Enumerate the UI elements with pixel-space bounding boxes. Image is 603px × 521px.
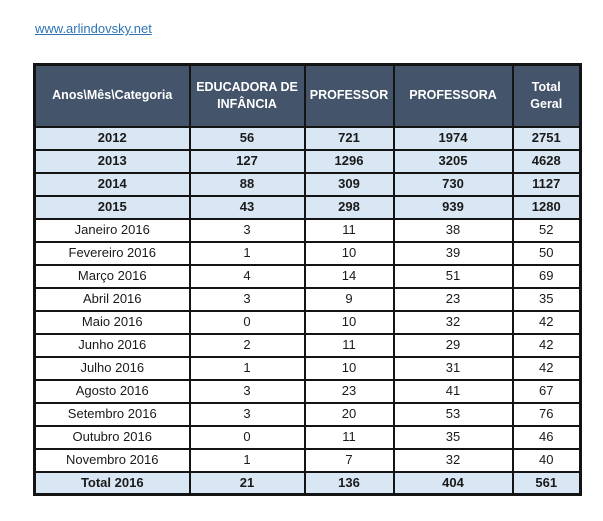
column-header-professora: PROFESSORA — [394, 65, 513, 127]
cell-total-geral: 52 — [513, 219, 581, 242]
cell-educadora: 3 — [190, 380, 305, 403]
cell-total-geral: 42 — [513, 357, 581, 380]
cell-total-geral: 1280 — [513, 196, 581, 219]
table-row — [35, 357, 581, 380]
table-row — [35, 380, 581, 403]
cell-total-geral: 40 — [513, 449, 581, 472]
cell-educadora: 0 — [190, 311, 305, 334]
header-row — [35, 65, 581, 127]
cell-professora: 29 — [394, 334, 513, 357]
column-header-professor: PROFESSOR — [305, 65, 394, 127]
cell-educadora: 1 — [190, 449, 305, 472]
row-label: Total 2016 — [35, 472, 190, 495]
cell-professor: 136 — [305, 472, 394, 495]
site-link[interactable]: www.arlindovsky.net — [35, 21, 152, 36]
cell-professor: 309 — [305, 173, 394, 196]
table-row — [35, 173, 581, 196]
cell-educadora: 2 — [190, 334, 305, 357]
cell-total-geral: 46 — [513, 426, 581, 449]
cell-professora: 38 — [394, 219, 513, 242]
cell-total-geral: 67 — [513, 380, 581, 403]
cell-professora: 404 — [394, 472, 513, 495]
cell-educadora: 88 — [190, 173, 305, 196]
row-label: Outubro 2016 — [35, 426, 190, 449]
row-label: 2014 — [35, 173, 190, 196]
cell-professor: 11 — [305, 426, 394, 449]
cell-professor: 721 — [305, 127, 394, 150]
cell-professor: 14 — [305, 265, 394, 288]
row-label: Julho 2016 — [35, 357, 190, 380]
cell-educadora: 21 — [190, 472, 305, 495]
table-header — [35, 65, 581, 127]
cell-professora: 53 — [394, 403, 513, 426]
cell-professora: 31 — [394, 357, 513, 380]
cell-educadora: 4 — [190, 265, 305, 288]
table-body — [35, 127, 581, 495]
cell-professora: 39 — [394, 242, 513, 265]
cell-total-geral: 1127 — [513, 173, 581, 196]
cell-professor: 1296 — [305, 150, 394, 173]
table-row — [35, 426, 581, 449]
table-row — [35, 196, 581, 219]
table-row — [35, 334, 581, 357]
cell-total-geral: 42 — [513, 334, 581, 357]
table-row — [35, 472, 581, 495]
cell-professor: 11 — [305, 334, 394, 357]
cell-educadora: 56 — [190, 127, 305, 150]
cell-total-geral: 76 — [513, 403, 581, 426]
row-label: 2015 — [35, 196, 190, 219]
cell-educadora: 1 — [190, 242, 305, 265]
cell-professor: 10 — [305, 357, 394, 380]
cell-professor: 9 — [305, 288, 394, 311]
row-label: 2012 — [35, 127, 190, 150]
cell-educadora: 3 — [190, 219, 305, 242]
cell-educadora: 3 — [190, 403, 305, 426]
cell-educadora: 127 — [190, 150, 305, 173]
cell-professora: 23 — [394, 288, 513, 311]
cell-professor: 10 — [305, 311, 394, 334]
cell-educadora: 3 — [190, 288, 305, 311]
cell-professora: 32 — [394, 449, 513, 472]
column-header-educadora: EDUCADORA DE INFÂNCIA — [190, 65, 305, 127]
column-header-category: Anos\Mês\Categoria — [35, 65, 190, 127]
cell-professora: 32 — [394, 311, 513, 334]
cell-professor: 7 — [305, 449, 394, 472]
row-label: Junho 2016 — [35, 334, 190, 357]
row-label: Setembro 2016 — [35, 403, 190, 426]
row-label: Fevereiro 2016 — [35, 242, 190, 265]
table-row — [35, 219, 581, 242]
cell-professor: 298 — [305, 196, 394, 219]
cell-professor: 20 — [305, 403, 394, 426]
cell-professora: 35 — [394, 426, 513, 449]
cell-professor: 10 — [305, 242, 394, 265]
cell-professora: 51 — [394, 265, 513, 288]
table-row — [35, 127, 581, 150]
table-row — [35, 150, 581, 173]
cell-total-geral: 561 — [513, 472, 581, 495]
cell-total-geral: 69 — [513, 265, 581, 288]
cell-educadora: 43 — [190, 196, 305, 219]
cell-total-geral: 2751 — [513, 127, 581, 150]
cell-total-geral: 35 — [513, 288, 581, 311]
cell-professora: 939 — [394, 196, 513, 219]
column-header-total-geral: Total Geral — [513, 65, 581, 127]
cell-professora: 3205 — [394, 150, 513, 173]
table-row — [35, 242, 581, 265]
table-row — [35, 265, 581, 288]
cell-professora: 730 — [394, 173, 513, 196]
row-label: Março 2016 — [35, 265, 190, 288]
cell-educadora: 1 — [190, 357, 305, 380]
cell-educadora: 0 — [190, 426, 305, 449]
cell-total-geral: 50 — [513, 242, 581, 265]
table-row — [35, 311, 581, 334]
row-label: 2013 — [35, 150, 190, 173]
cell-total-geral: 4628 — [513, 150, 581, 173]
row-label: Maio 2016 — [35, 311, 190, 334]
row-label: Abril 2016 — [35, 288, 190, 311]
statistics-table — [33, 63, 582, 496]
cell-professor: 23 — [305, 380, 394, 403]
table-row — [35, 403, 581, 426]
row-label: Janeiro 2016 — [35, 219, 190, 242]
table-row — [35, 449, 581, 472]
row-label: Novembro 2016 — [35, 449, 190, 472]
table-row — [35, 288, 581, 311]
cell-professor: 11 — [305, 219, 394, 242]
cell-professora: 1974 — [394, 127, 513, 150]
cell-total-geral: 42 — [513, 311, 581, 334]
row-label: Agosto 2016 — [35, 380, 190, 403]
cell-professora: 41 — [394, 380, 513, 403]
